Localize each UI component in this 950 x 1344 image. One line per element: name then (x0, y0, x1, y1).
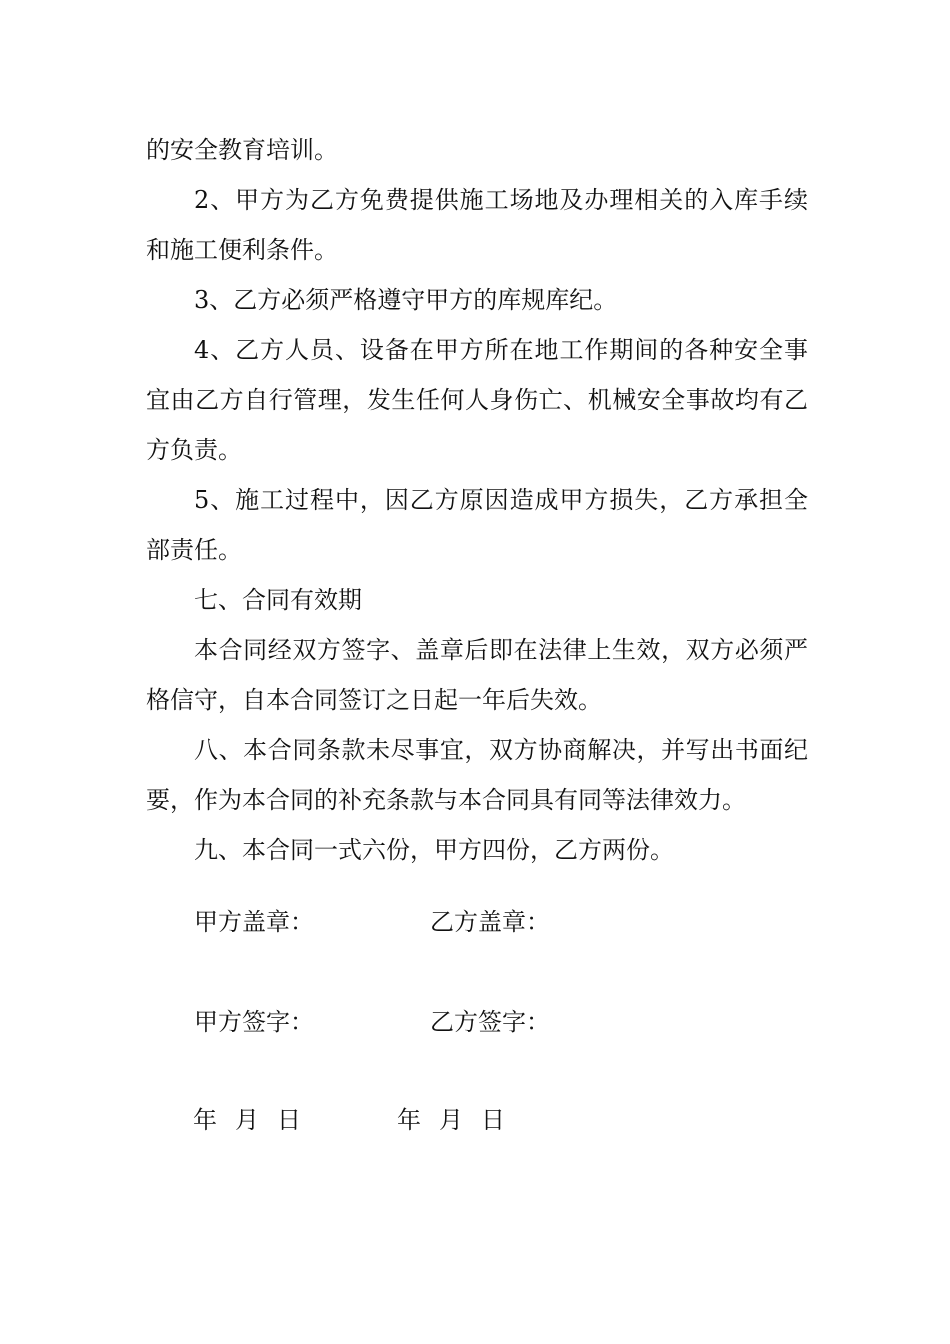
paragraph-clause-3: 3、乙方必须严格遵守甲方的库规库纪。 (194, 286, 618, 314)
party-b-date-day: 日 (481, 1106, 505, 1134)
party-b-sign-label: 乙方签字： (430, 1008, 550, 1036)
paragraph-clause-2: 2、甲方为乙方免费提供施工场地及办理相关的入库手续和施工便利条件。 (146, 186, 808, 264)
party-a-date-day: 日 (277, 1106, 301, 1134)
party-b-seal-label: 乙方盖章： (430, 908, 550, 936)
paragraph-clause-4: 4、乙方人员、设备在甲方所在地工作期间的各种安全事宜由乙方自行管理，发生任何人身伤亡、机械安全事故均有乙方负责。 (146, 336, 808, 464)
paragraph-section-8: 八、本合同条款未尽事宜，双方协商解决，并写出书面纪要，作为本合同的补充条款与本合同具有同等法律效力。 (146, 736, 808, 814)
paragraph-clause-5: 5、施工过程中，因乙方原因造成甲方损失，乙方承担全部责任。 (146, 486, 808, 564)
party-a-seal-label: 甲方盖章： (194, 908, 314, 936)
paragraph-training-continuation: 的安全教育培训。 (146, 136, 338, 164)
party-b-date (397, 1105, 505, 1135)
section-heading-validity: 七、合同有效期 (194, 586, 362, 614)
party-b-date-month: 月 (439, 1106, 463, 1134)
party-b-date-year: 年 (397, 1106, 421, 1134)
party-a-sign-label: 甲方签字： (194, 1008, 314, 1036)
contract-body (146, 125, 808, 875)
paragraph-section-9: 九、本合同一式六份，甲方四份，乙方两份。 (194, 836, 674, 864)
party-a-date (193, 1105, 301, 1135)
party-a-date-month: 月 (235, 1106, 259, 1134)
paragraph-validity: 本合同经双方签字、盖章后即在法律上生效，双方必须严格信守，自本合同签订之日起一年后失效。 (146, 636, 808, 714)
party-a-date-year: 年 (193, 1106, 217, 1134)
